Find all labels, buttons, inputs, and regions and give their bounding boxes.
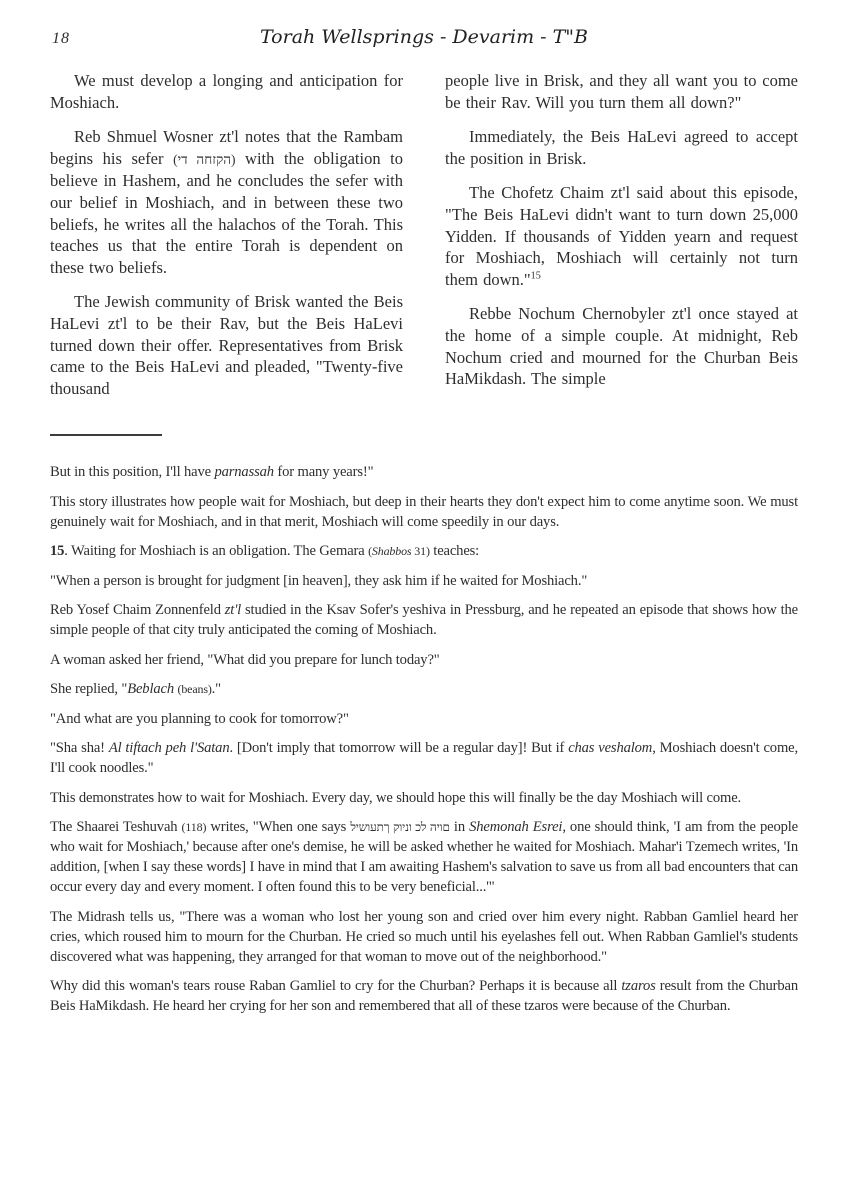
paragraph bbox=[50, 738, 798, 778]
text-segment: 15 bbox=[50, 543, 65, 560]
text-segment: The Shaarei Teshuvah bbox=[50, 819, 182, 836]
footnote-section bbox=[50, 462, 798, 1016]
text-segment: , Moshiach doesn't come, I'll cook noodles." bbox=[50, 740, 798, 777]
text-segment: people live in Brisk, and they all want you to come be their Rav. Will you turn them all down?" bbox=[445, 71, 798, 112]
text-segment: Shemonah Esrei bbox=[469, 819, 563, 836]
text-segment: Shabbos bbox=[371, 544, 412, 559]
text-segment: for many years!" bbox=[273, 464, 374, 481]
text-segment: Reb Yosef Chaim Zonnenfeld bbox=[50, 602, 225, 619]
text-segment: "When a person is brought for judgment [in heaven], they ask him if he waited for Moshiach." bbox=[50, 572, 588, 589]
text-segment: 15 bbox=[530, 270, 541, 282]
paragraph bbox=[50, 679, 798, 699]
paragraph bbox=[445, 70, 798, 113]
text-segment: in bbox=[449, 819, 470, 836]
text-segment: ) bbox=[230, 151, 236, 167]
paragraph bbox=[50, 600, 798, 640]
text-segment: ( bbox=[368, 544, 372, 559]
text-segment: , one should think, 'I am from the people who wait for Moshiach,' because after one's demise, he will be asked whether he waited for Moshiach. Mahar'i Tzemech writes, 'In addition, [when I say these words] I have in mind that I am awaiting Hashem's salvation to save us from all bad encounters that can occur every day and every moment. I often found this to be very beneficial...'" bbox=[50, 819, 798, 896]
text-segment: Al tiftach peh l'Satan bbox=[108, 740, 230, 757]
text-segment: Beblach bbox=[127, 681, 174, 698]
page-title: Torah Wellsprings - Devarim - T"B bbox=[259, 26, 588, 48]
paragraph bbox=[50, 291, 403, 399]
paragraph bbox=[50, 817, 798, 897]
text-segment: The Chofetz Chaim zt'l said about this episode, "The Beis HaLevi didn't want to turn down 25,000 Yidden. If thousands of Yidden yearn and request for Moshiach, Moshiach will certainly not turn them down." bbox=[445, 183, 798, 289]
text-segment: studied in the Ksav Sofer's yeshiva in Pressburg, and he repeated an episode that shows how the simple people of that city truly anticipated the coming of Moshiach. bbox=[50, 602, 798, 639]
page-number: 18 bbox=[52, 30, 70, 47]
paragraph bbox=[50, 126, 403, 278]
text-segment: writes, "When one says bbox=[206, 819, 351, 836]
text-segment: . [Don't imply that tomorrow will be a regular day]! But if bbox=[229, 740, 569, 757]
text-segment: Immediately, the Beis HaLevi agreed to accept the position in Brisk. bbox=[445, 127, 798, 168]
text-segment: She replied, " bbox=[50, 681, 128, 698]
text-segment: . Waiting for Moshiach is an obligation. The Gemara bbox=[64, 543, 369, 560]
left-column bbox=[50, 70, 403, 412]
paragraph bbox=[50, 571, 798, 591]
text-segment: We must develop a longing and anticipation for Moshiach. bbox=[50, 71, 403, 112]
text-segment: יד החזקה bbox=[177, 151, 231, 167]
paragraph bbox=[50, 70, 403, 113]
paragraph bbox=[50, 907, 798, 967]
paragraph bbox=[445, 182, 798, 290]
paragraph bbox=[50, 976, 798, 1016]
text-segment: Rebbe Nochum Chernobyler zt'l once stayed at the home of a simple couple. At midnight, Reb Nochum cried and mourned for the Churban Beis HaMikdash. The simple bbox=[445, 304, 798, 389]
footnote-separator bbox=[50, 434, 162, 436]
text-segment: result from the Churban Beis HaMikdash. He heard her crying for her son and remembered that all of these tzaros were because of the Churban. bbox=[50, 978, 798, 1015]
text-segment: teaches: bbox=[429, 543, 480, 560]
text-segment: The Jewish community of Brisk wanted the Beis HaLevi zt'l to be their Rav, but the Beis HaLevi turned down their offer. Representatives from Brisk came to the Beis HaLevi and pleaded, "Twenty-five thousand bbox=[50, 292, 403, 398]
main-text-columns bbox=[50, 70, 798, 412]
text-segment: Reb Shmuel Wosner zt'l notes that the Rambam begins his sefer bbox=[50, 127, 403, 168]
right-column bbox=[445, 70, 798, 412]
text-segment: "And what are you planning to cook for tomorrow?" bbox=[50, 710, 349, 727]
text-segment: This story illustrates how people wait for Moshiach, but deep in their hearts they don't expect him to come anytime soon. We must genuinely wait for Moshiach, and in that merit, Moshiach will come speedily in our days. bbox=[50, 493, 798, 530]
text-segment: (118) bbox=[181, 820, 207, 835]
text-segment: ( bbox=[173, 151, 178, 167]
paragraph bbox=[50, 650, 798, 670]
paragraph bbox=[445, 303, 798, 389]
text-segment: (beans) bbox=[177, 682, 212, 697]
text-segment: 31) bbox=[411, 544, 430, 559]
text-segment: A woman asked her friend, "What did you prepare for lunch today?" bbox=[50, 651, 440, 668]
paragraph bbox=[50, 492, 798, 532]
page-header bbox=[50, 26, 798, 56]
text-segment: zt'l bbox=[224, 602, 242, 619]
text-segment: tzaros bbox=[621, 978, 656, 995]
text-segment: לישועתך קוינו כל היום bbox=[350, 820, 450, 835]
text-segment: The Midrash tells us, "There was a woman who lost her young son and cried over him every night. Rabban Gamliel heard her cries, which roused him to mourn for the Churban. He cried so much until his eyelashes fell out. When Rabban Gamliel's students discovered what was happening, they arranged for that woman to move out of the neighborhood." bbox=[50, 908, 798, 965]
text-segment: chas veshalom bbox=[568, 740, 653, 757]
paragraph bbox=[50, 709, 798, 729]
text-segment: This demonstrates how to wait for Moshiach. Every day, we should hope this will finally be the day Moshiach will come. bbox=[50, 789, 742, 806]
text-segment: parnassah bbox=[214, 464, 274, 481]
paragraph bbox=[50, 462, 798, 482]
paragraph bbox=[50, 541, 798, 561]
text-segment: ." bbox=[211, 681, 221, 698]
text-segment: with the obligation to believe in Hashem, and he concludes the sefer with our belief in Moshiach, and in between these two beliefs, he writes all the halachos of the Torah. This teaches us that the entire Torah is dependent on these two beliefs. bbox=[50, 148, 403, 277]
text-segment: But in this position, I'll have bbox=[50, 464, 215, 481]
paragraph bbox=[50, 788, 798, 808]
text-segment: "Sha sha! bbox=[50, 740, 109, 757]
text-segment: Why did this woman's tears rouse Raban Gamliel to cry for the Churban? Perhaps it is because all bbox=[50, 978, 622, 995]
paragraph bbox=[445, 126, 798, 169]
